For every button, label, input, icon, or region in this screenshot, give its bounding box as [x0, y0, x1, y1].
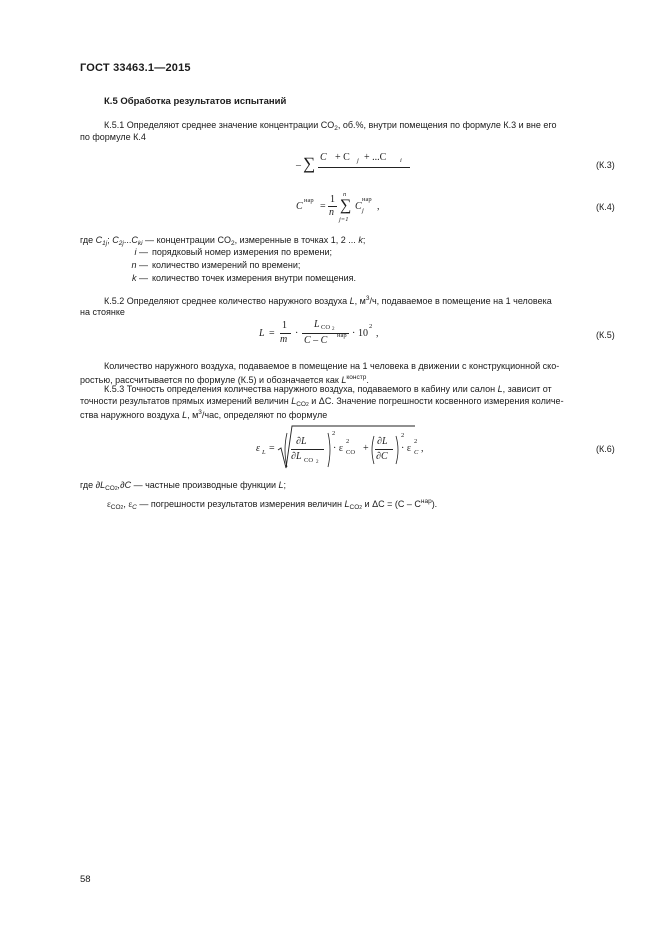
paragraph-k51-line1: К.5.1 Определяют среднее значение концентрации $CO_2$, об.%, внутри помещения по формуле К.3 и вне его: [104, 120, 557, 132]
paragraph-k51-line2: по формуле К.4: [80, 132, 146, 142]
paragraph-k53-line2: точности результатов прямых измерений величин $L_{CO2}$ и ΔC. Значение погрешности косвенного измерения количе-: [80, 396, 564, 408]
definition-i-symbol: i —: [134, 247, 148, 257]
fraction-bar: [318, 167, 410, 168]
formula-k6: ε L = ∂L ∂L CO 2 2 · ε 2 CO + ∂L ∂C 2 · ε 2 C ,: [256, 424, 426, 472]
paragraph-motion-line2: ростью, рассчитывается по формуле (К.5) и обозначается как $L^{констр}$.: [80, 374, 369, 385]
section-title: К.5 Обработка результатов испытаний: [104, 96, 287, 107]
definition-concentration: где $C_{1j}$; $C_{2j}...C_{ki}$ — концентрации $CO_2$, измеренные в точках 1, 2 ... k;: [80, 235, 366, 247]
formula-k4: C нар = 1 n n ∑ j=1 C j нар ,: [296, 191, 380, 223]
definition-i-text: порядковый номер измерения по времени;: [152, 247, 332, 257]
definition-n-symbol: n —: [131, 260, 148, 270]
fraction-bar: [375, 449, 393, 450]
paragraph-k52-line1: К.5.2 Определяют среднее количество наружного воздуха L, $м^3/ч$, подаваемое в помещение на 1 человека: [104, 295, 552, 306]
formula-number-k6: (К.6): [596, 444, 615, 454]
formula-number-k4: (К.4): [596, 202, 615, 212]
radical-sign: [277, 424, 417, 472]
formula-number-k5: (К.5): [596, 330, 615, 340]
definition-k-symbol: k —: [131, 273, 148, 283]
definition-partial-derivatives: где $\partial L_{CO2},\partial C$ — частные производные функции L;: [80, 480, 287, 492]
paragraph-motion-line1: Количество наружного воздуха, подаваемое в помещение на 1 человека в движении с конструкционной ско-: [104, 361, 560, 371]
formula-k5: L = 1 m · L CO 2 C – C нар · 10 2 ,: [259, 319, 379, 346]
paragraph-k53-line3: ства наружного воздуха L, $м^3$/час, определяют по формуле: [80, 409, 328, 420]
definition-k-text: количество точек измерения внутри помещения.: [152, 273, 356, 283]
formula-k3: – ∑ C + C j + ...C i: [296, 152, 416, 180]
definition-errors: $\varepsilon_{CO2}$, $\varepsilon_C$ — погрешности результатов измерения величин $L_{CO2}$ и $\Delta C = (C - C^{нар})$.: [107, 498, 438, 511]
paragraph-k53-line1: К.5.3 Точность определения количества наружного воздуха, подаваемого в кабину или салон L, зависит от: [104, 384, 552, 394]
definition-n-text: количество измерений по времени;: [152, 260, 301, 270]
fraction-bar: [291, 449, 324, 450]
formula-number-k3: (К.3): [596, 160, 615, 170]
page-number: 58: [80, 874, 91, 885]
paragraph-k52-line2: на стоянке: [80, 307, 125, 317]
document-header: ГОСТ 33463.1—2015: [80, 62, 191, 74]
